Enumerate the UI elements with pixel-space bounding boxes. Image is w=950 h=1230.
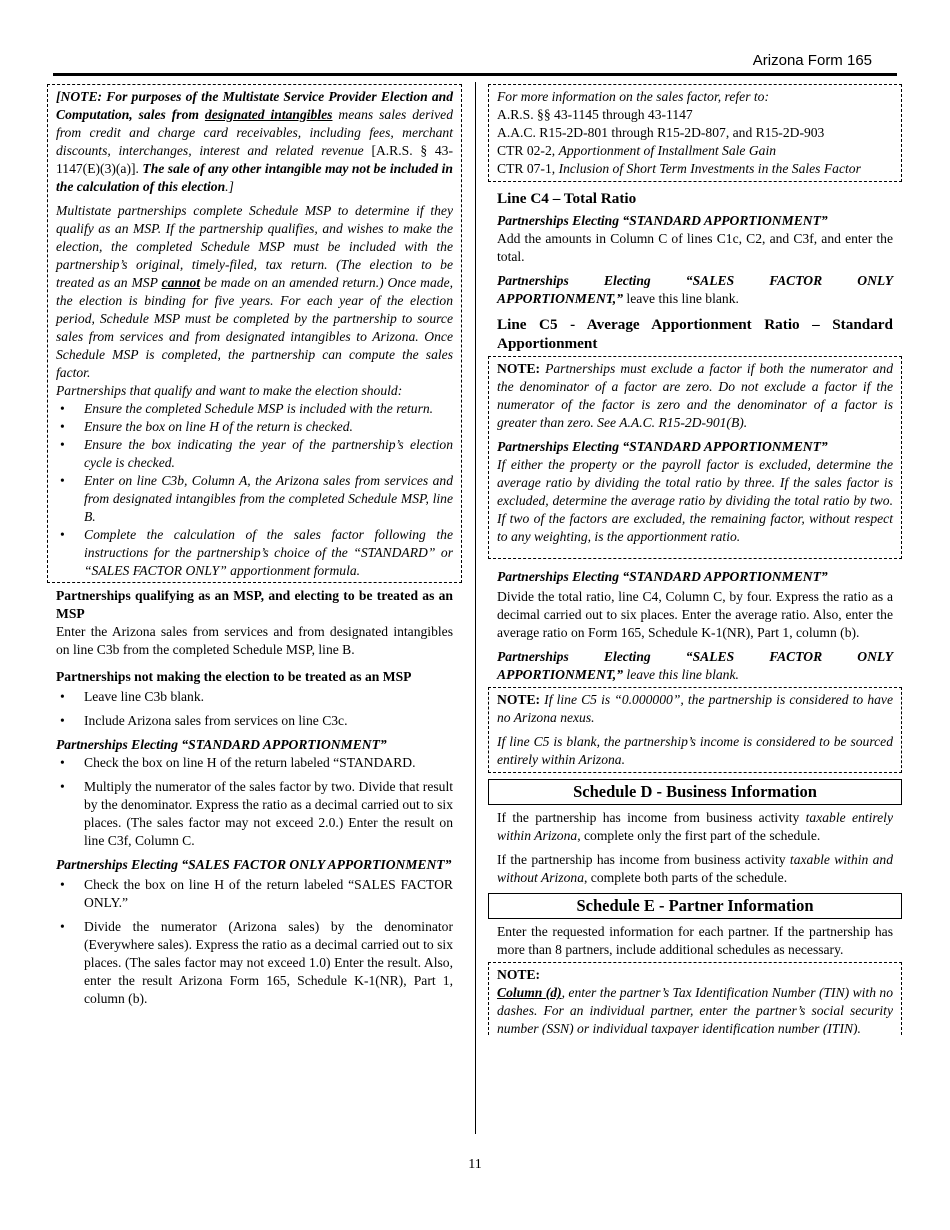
sd-p2-b: , complete both parts of the schedule.	[584, 870, 788, 885]
election-text-b: be made on an amended return.) Once made, the election is binding for five years. For each year of the election period, Schedule MSP must be completed by the partnership to source sales from services and from designated intangibles to Arizona. Once Schedule MSP is completed, the partnership can compute the sales factor.	[56, 275, 453, 380]
sfo-bullet-list	[56, 876, 453, 1008]
c4-std-heading: Partnerships Electing “STANDARD APPORTIONMENT”	[497, 213, 828, 228]
schedule-d-paragraph-2	[497, 851, 893, 887]
sd-p2-a: If the partnership has income from business activity	[497, 852, 790, 867]
list-item: • Ensure the box on line H of the return is checked.	[56, 418, 453, 436]
list-item: • Check the box on line H of the return labeled “STANDARD.	[56, 754, 453, 772]
form-title: Arizona Form 165	[752, 52, 872, 69]
list-item: • Check the box on line H of the return labeled “SALES FACTOR ONLY.”	[56, 876, 453, 912]
ref-ctr-07-1	[497, 160, 893, 178]
msp-text: Enter the Arizona sales from services and from designated intangibles on line C3b from the completed Schedule MSP, line B.	[56, 624, 453, 657]
c5-nexus-note-box	[488, 687, 902, 773]
line-c4-heading: Line C4 – Total Ratio	[497, 190, 637, 207]
list-item: • Ensure the completed Schedule MSP is included with the return.	[56, 400, 453, 418]
c5-nexus-label: NOTE:	[497, 692, 541, 707]
c5-note-box	[488, 356, 902, 559]
c4-sfo-heading: Partnerships Electing “SALES FACTOR ONLY APPORTIONMENT,”	[497, 273, 893, 306]
ref-ctr-02-2	[497, 142, 893, 160]
list-item: • Enter on line C3b, Column A, the Arizona sales from services and from designated intangibles from the completed Schedule MSP, line B.	[56, 472, 453, 526]
sd-p1-a: If the partnership has income from business activity	[497, 810, 806, 825]
header-rule	[53, 73, 897, 76]
qualify-intro: Partnerships that qualify and want to make the election should:	[56, 383, 403, 398]
page-number: 11	[468, 1157, 482, 1172]
se-note-column: Column (d)	[497, 985, 562, 1000]
nonelect-bullet-list	[56, 688, 453, 730]
schedule-e-title: Schedule E - Partner Information	[488, 893, 902, 919]
c5-sfo-paragraph	[497, 648, 893, 684]
c5-std-heading: Partnerships Electing “STANDARD APPORTIONMENT”	[497, 569, 828, 584]
list-item: • Leave line C3b blank.	[56, 688, 453, 706]
list-item: • Complete the calculation of the sales factor following the instructions for the partnership’s choice of the “STANDARD” or “SALES FACTOR ONLY” apportionment formula.	[56, 526, 453, 580]
note-text-b: means sales derived from credit and charge card receivables, including fees, merchant discounts, interchanges, interest and related revenue	[56, 107, 454, 158]
list-item: • Divide the numerator (Arizona sales) by the denominator (Everywhere sales). Express the ratio as a decimal carried out to six places. (The sales factor may not exceed 1.0) Enter the result. Also, enter the result Arizona Form 165, Schedule K-1(NR), Part 1, column (b).	[56, 918, 453, 1008]
c4-sfo-text: leave this line blank.	[623, 291, 739, 306]
schedule-e-note-box	[488, 962, 902, 1035]
ref-ctr-07-1-title: Inclusion of Short Term Investments in the Sales Factor	[558, 161, 861, 176]
se-note-text: , enter the partner’s Tax Identification Number (TIN) with no dashes. For an individual partner, enter the partner’s social security number (SSN) or individual taxpayer identification number (ITIN).	[497, 985, 893, 1035]
se-note-paragraph	[497, 984, 893, 1035]
right-column	[488, 84, 902, 1035]
ref-ctr-02-2-title: Apportionment of Installment Sale Gain	[558, 143, 777, 158]
schedule-e-text: Enter the requested information for each partner. If the partnership has more than 8 partners, include additional schedules as necessary.	[497, 924, 893, 957]
ref-ars: A.R.S. §§ 43-1145 through 43-1147	[497, 107, 693, 122]
c5-nexus-paragraph	[497, 691, 893, 727]
sd-p1-b: , complete only the first part of the schedule.	[577, 828, 821, 843]
c5-sfo-text: leave this line blank.	[623, 667, 739, 682]
sd-p1-italic: taxable entirely within Arizona	[497, 810, 893, 843]
list-item: • Multiply the numerator of the sales factor by two. Divide that result by the denominator. Express the ratio as a decimal carried out to six places. (The sales factor may not exceed 2.0.) Enter the result on line C3f, Column C.	[56, 778, 453, 850]
left-column	[47, 84, 462, 1008]
sales-factor-refs-box	[488, 84, 902, 182]
c5-sfo-heading: Partnerships Electing “SALES FACTOR ONLY APPORTIONMENT,”	[497, 649, 893, 682]
list-item: • Include Arizona sales from services on line C3c.	[56, 712, 453, 730]
note-end: .]	[225, 179, 234, 194]
c4-sfo-paragraph	[497, 272, 893, 308]
sd-p2-italic: taxable within and without Arizona	[497, 852, 893, 885]
column-divider	[475, 82, 476, 1134]
nonelect-heading: Partnerships not making the election to be treated as an MSP	[56, 669, 412, 684]
c5-note-std-text: If either the property or the payroll factor is excluded, determine the average ratio by dividing the total ratio by three. If the sales factor is excluded, determine the average ratio by dividing the total ratio by two. If two of the factors are excluded, the remaining factor, without respect to any weighting, is the apportionment ratio.	[497, 457, 893, 544]
c5-note-std-heading: Partnerships Electing “STANDARD APPORTIONMENT”	[497, 439, 828, 454]
c5-std-text: Divide the total ratio, line C4, Column C, by four. Express the ratio as a decimal carried out to six places. Enter the average ratio. Also, enter the average ratio on Form 165, Schedule K-1(NR), Part 1, column (b).	[497, 589, 893, 640]
msp-note-paragraph	[56, 88, 453, 196]
msp-note-box	[47, 84, 462, 583]
line-c5-heading: Line C5 - Average Apportionment Ratio – Standard Apportionment	[497, 316, 893, 352]
election-text-a: Multistate partnerships complete Schedule MSP to determine if they qualify as an MSP. If the partnership qualifies, and wishes to make the election, the completed Schedule MSP must be included with the partnership’s original, timely-filed, tax return. (The election to be treated as an MSP	[56, 203, 453, 290]
msp-heading: Partnerships qualifying as an MSP, and electing to be treated as an MSP	[56, 588, 453, 621]
note-text-a: [NOTE: For purposes of the Multistate Service Provider Election and Computation, sales from	[56, 89, 453, 122]
msp-election-paragraph	[56, 202, 453, 382]
std-heading: Partnerships Electing “STANDARD APPORTIONMENT”	[56, 737, 387, 752]
c5-note-paragraph	[497, 360, 893, 432]
schedule-d-paragraph-1	[497, 809, 893, 845]
ref-ctr-07-1-code: CTR 07-1,	[497, 161, 559, 176]
c5-nexus-text: If line C5 is “0.000000”, the partnership is considered to have no Arizona nexus.	[497, 692, 893, 725]
sfo-heading: Partnerships Electing “SALES FACTOR ONLY APPORTIONMENT”	[56, 857, 452, 872]
note-term: designated intangibles	[204, 107, 333, 122]
note-bold-text: The sale of any other intangible may not be included in the calculation of this election	[56, 161, 453, 194]
ref-aac: A.A.C. R15-2D-801 through R15-2D-807, and R15-2D-903	[497, 125, 825, 140]
election-cannot: cannot	[161, 275, 201, 290]
c5-blank-text: If line C5 is blank, the partnership’s income is considered to be sourced entirely within Arizona.	[497, 734, 893, 767]
se-note-label: NOTE:	[497, 967, 541, 982]
c4-std-text: Add the amounts in Column C of lines C1c, C2, and C3f, and enter the total.	[497, 231, 893, 264]
qualify-bullet-list	[56, 400, 453, 580]
c5-note-text: Partnerships must exclude a factor if both the numerator and the denominator of a factor are zero. Do not exclude a factor if the numerator of the factor is zero and the denominator of a factor is greater than zero. See A.A.C. R15-2D-901(B).	[497, 361, 893, 430]
refs-intro: For more information on the sales factor, refer to:	[497, 89, 769, 104]
schedule-d-title: Schedule D - Business Information	[488, 779, 902, 805]
ref-ctr-02-2-code: CTR 02-2,	[497, 143, 559, 158]
std-bullet-list	[56, 754, 453, 850]
note-citation: [A.R.S. § 43-1147(E)(3)(a)].	[56, 143, 453, 176]
c5-note-label: NOTE:	[497, 361, 541, 376]
list-item: • Ensure the box indicating the year of the partnership’s election cycle is checked.	[56, 436, 453, 472]
